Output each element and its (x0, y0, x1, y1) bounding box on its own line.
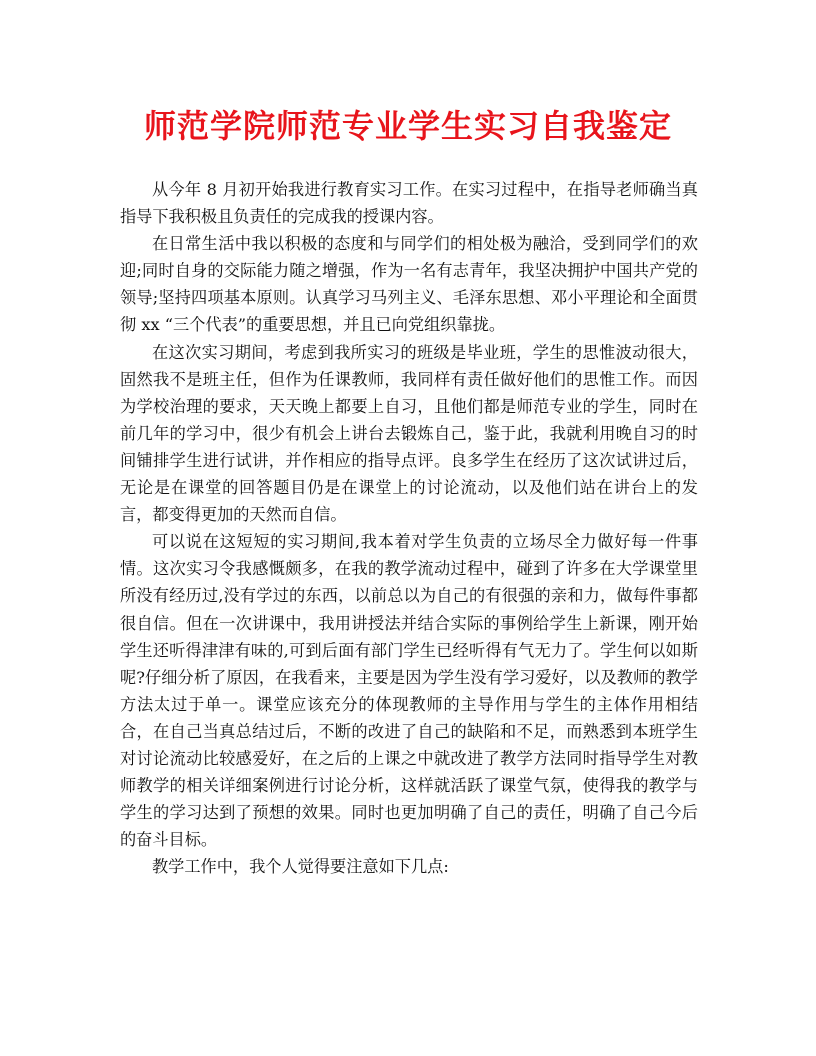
document-title: 师范学院师范专业学生实习自我鉴定 (143, 107, 672, 145)
paragraph-5: 教学工作中，我个人觉得要注意如下几点: (152, 857, 449, 877)
paragraph-2: 在日常生活中我以积极的态度和与同学们的相处极为融洽，受到同学们的欢迎;同时自身的交际能力随之增强，作为一名有志青年，我坚决拥护中国共产党的领导;坚持四项基本原则。认真学习马列主义、毛泽东思想、邓小平理论和全面贯彻 xx “三个代表”的重要思想，并且已向党组织靠拢。 (120, 234, 698, 335)
document-body (120, 176, 698, 880)
paragraph-1: 从今年 8 月初开始我进行教育实习工作。在实习过程中，在指导老师确当真指导下我积极且负责任的完成我的授课内容。 (120, 180, 698, 227)
paragraph-4: 可以说在这短短的实习期间,我本着对学生负责的立场尽全力做好每一件事情。这次实习令我感慨颇多，在我的教学流动过程中，碰到了许多在大学课堂里所没有经历过,没有学过的东西，以前总以为自己的有很强的亲和力，做每件事都很自信。但在一次讲课中，我用讲授法并结合实际的事例给学生上新课，刚开始学生还听得津津有味的,可到后面有部门学生已经听得有气无力了。学生何以如斯呢?仔细分析了原因，在我看来，主要是因为学生没有学习爱好，以及教师的教学方法太过于单一。课堂应该充分的体现教师的主导作用与学生的主体作用相结合，在自己当真总结过后，不断的改进了自己的缺陷和不足，而熟悉到本班学生对讨论流动比较感爱好，在之后的上课之中就改进了教学方法同时指导学生对教师教学的相关详细案例进行讨论分析，这样就活跃了课堂气氛，使得我的教学与学生的学习达到了预想的效果。同时也更加明确了自己的责任，明确了自己今后的奋斗目标。 (120, 532, 698, 850)
paragraph-3: 在这次实习期间，考虑到我所实习的班级是毕业班，学生的思惟波动很大，固然我不是班主任，但作为任课教师，我同样有责任做好他们的思惟工作。而因为学校治理的要求，天天晚上都要上自习，且他们都是师范专业的学生，同时在前几年的学习中，很少有机会上讲台去锻炼自己，鉴于此，我就利用晚自习的时间铺排学生进行试讲，并作相应的指导点评。良多学生在经历了这次试讲过后，无论是在课堂的回答题目仍是在课堂上的讨论流动，以及他们站在讲台上的发言，都变得更加的天然而自信。 (120, 342, 698, 525)
